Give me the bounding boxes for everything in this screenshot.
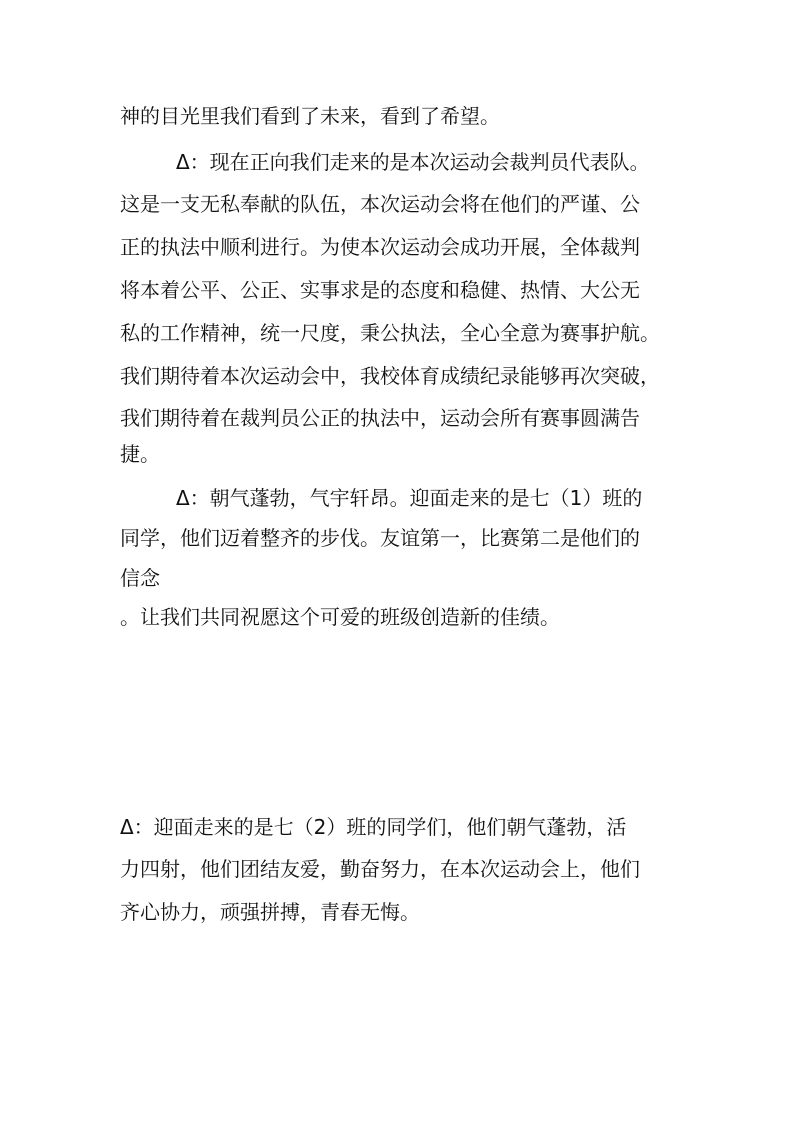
text-line-9: 捷。	[120, 442, 160, 466]
text-line-14: Δ：迎面走来的是七（2）班的同学们，他们朝气蓬勃，活	[120, 815, 627, 839]
text-line-3: 这是一支无私奉献的队伍，本次运动会将在他们的严谨、公	[120, 192, 640, 216]
text-line-7: 我们期待着本次运动会中，我校体育成绩纪录能够再次突破，	[120, 364, 660, 388]
text-line-1: 神的目光里我们看到了未来，看到了希望。	[120, 104, 500, 128]
text-line-6: 私的工作精神，统一尺度，秉公执法，全心全意为赛事护航。	[120, 321, 660, 345]
text-line-2: Δ：现在正向我们走来的是本次运动会裁判员代表队。	[176, 150, 650, 174]
text-line-13: 。让我们共同祝愿这个可爱的班级创造新的佳绩。	[120, 605, 560, 629]
text-line-10: Δ：朝气蓬勃，气宇轩昂。迎面走来的是七（1）班的	[176, 486, 643, 510]
text-line-12: 信念	[120, 566, 160, 590]
text-line-4: 正的执法中顺利进行。为使本次运动会成功开展，全体裁判	[120, 235, 640, 259]
text-line-16: 齐心协力，顽强拼搏，青春无悔。	[120, 900, 420, 924]
text-line-15: 力四射，他们团结友爱，勤奋努力，在本次运动会上，他们	[120, 857, 640, 881]
text-line-8: 我们期待着在裁判员公正的执法中，运动会所有赛事圆满告	[120, 406, 640, 430]
text-line-5: 将本着公平、公正、实事求是的态度和稳健、热情、大公无	[120, 278, 640, 302]
text-line-11: 同学，他们迈着整齐的步伐。友谊第一，比赛第二是他们的	[120, 526, 640, 550]
